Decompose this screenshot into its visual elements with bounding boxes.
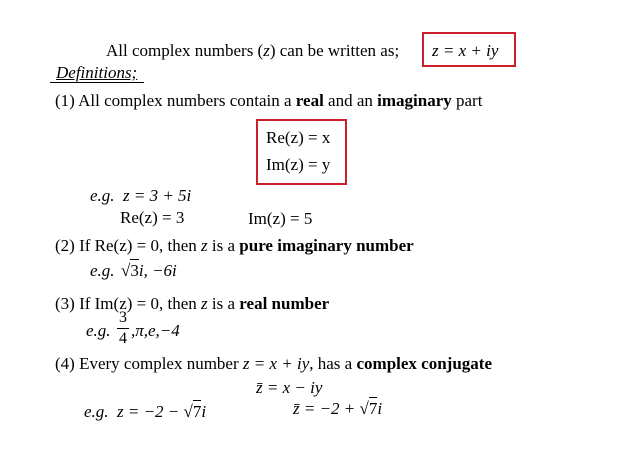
item-1-num: (1): [55, 91, 75, 110]
sqrt-icon: √: [183, 402, 193, 421]
item-4-text-b: , has a: [309, 354, 357, 373]
item-3-text: [55, 295, 329, 312]
definitions-heading: Definitions;: [56, 63, 138, 82]
item-3-eg: e.g.: [86, 321, 111, 340]
item-2-num: (2): [55, 236, 75, 255]
item-3-cond: If Im(z) = 0, then: [79, 294, 202, 313]
box-re: Re(z) = x: [266, 128, 331, 147]
sqrt-icon: √: [359, 399, 369, 418]
item-2-bold: pure imaginary number: [239, 236, 414, 255]
intro-z: z: [263, 41, 270, 60]
item-2-text: [55, 237, 414, 254]
item-4-conj-pre: z̄ = −2 +: [293, 399, 360, 418]
item-1-text: [55, 92, 482, 109]
intro-text-post: ) can be written as;: [269, 41, 400, 60]
box-im: Im(z) = y: [266, 155, 331, 174]
item-3-num: (3): [55, 294, 75, 313]
fraction-numerator: 3: [119, 309, 127, 326]
fraction-bar: [117, 328, 129, 329]
item-3-is-a: is a: [207, 294, 240, 313]
item-3-z: z: [201, 294, 208, 313]
item-4-conj-post: i: [377, 399, 383, 418]
item-2-cond: If Re(z) = 0, then: [79, 236, 202, 255]
item-1-text-c: part: [451, 91, 483, 110]
item-1-text-a: All complex numbers contain a: [78, 91, 296, 110]
definitions-underline: [50, 82, 144, 83]
item-4-bold: complex conjugate: [356, 354, 492, 373]
item-2-eg: e.g.: [90, 261, 115, 280]
item-4-conj-expr: [293, 400, 382, 417]
item-1-text-b: and an: [323, 91, 378, 110]
sqrt-icon: √: [121, 261, 131, 280]
item-3-bold: real number: [239, 294, 330, 313]
item-4-text-a: Every complex number: [79, 354, 243, 373]
item-4-num: (4): [55, 354, 75, 373]
item-1-re-val: Re(z) = 3: [120, 208, 185, 227]
item-4-formula: z = x + iy: [242, 354, 310, 373]
item-2-eg-expr: [121, 262, 177, 279]
item-4-eg: e.g.: [84, 402, 109, 421]
item-3-eg-rest: ,π,e,−4: [131, 321, 180, 340]
item-4-eg-sqrt-arg: 7: [192, 402, 202, 421]
item-3-fraction: [117, 310, 129, 347]
item-4-conj-sqrt-arg: 7: [368, 399, 378, 418]
item-1-im-val: Im(z) = 5: [248, 209, 313, 228]
item-4-eg-post: i: [201, 402, 207, 421]
item-1-eg: e.g.: [90, 186, 115, 205]
item-2-eg-rest: i, −6i: [138, 261, 177, 280]
item-2-sqrt-arg: 3: [130, 261, 139, 280]
fraction-denominator: 4: [119, 330, 127, 347]
item-1-eg-expr: z = 3 + 5i: [123, 186, 192, 205]
item-4-text: [55, 355, 492, 372]
intro-formula: z = x + iy: [432, 41, 499, 60]
item-1-bold-real: real: [295, 91, 324, 110]
conjugate-definition: z̄ = x − iy: [256, 378, 323, 397]
item-4-eg-pre: z = −2 −: [117, 402, 184, 421]
item-2-z: z: [201, 236, 208, 255]
item-1-bold-imaginary: imaginary: [377, 91, 452, 110]
intro-line: [106, 42, 399, 59]
intro-text-pre: All complex numbers (: [106, 41, 264, 60]
item-2-is-a: is a: [207, 236, 240, 255]
item-4-eg-expr: [117, 403, 206, 420]
